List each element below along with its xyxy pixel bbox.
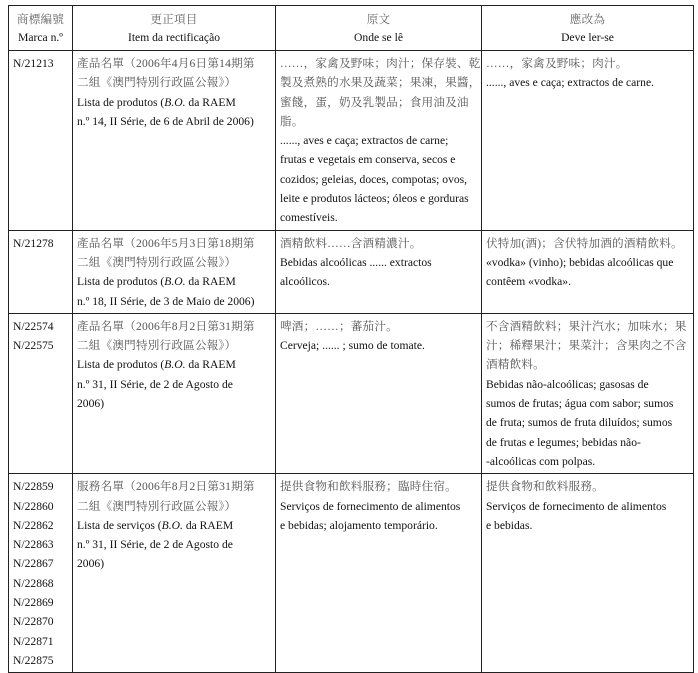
text-line: 酒精飲料……含酒精濃汁。	[280, 236, 422, 250]
text-line: 2006)	[77, 397, 105, 411]
text-line: 二組《澳門特別行政區公報》）	[77, 255, 237, 269]
text-line: de frutas e legumes; bebidas não-	[486, 435, 641, 449]
mark-number: N/22860	[13, 499, 54, 513]
text-line: n.º 18, II Série, de 3 de Maio de 2006)	[77, 294, 255, 308]
corrected-text-cell	[482, 474, 694, 673]
text-line: Lista de produtos (B.O. da RAEM	[77, 358, 236, 372]
header-item	[73, 6, 276, 51]
header-zh: 原文	[366, 13, 391, 26]
header-pt: Marca n.º	[18, 31, 63, 44]
text-line: Lista de produtos (B.O. da RAEM	[77, 95, 236, 109]
text-line: ......, aves e caça; extractos de carne.	[486, 76, 655, 90]
item-cell	[73, 474, 276, 673]
header-zh: 商標編號	[16, 13, 65, 26]
text-line: Serviços de fornecimento de alimentos	[486, 499, 667, 513]
text-line: ……，家禽及野味；肉汁；保存裝、乾	[280, 57, 481, 70]
table-row	[9, 230, 694, 313]
corrected-text-cell	[482, 51, 694, 231]
header-row	[9, 6, 694, 51]
original-text-cell	[276, 230, 482, 313]
corrected-text-cell	[482, 230, 694, 313]
text-line: ......, aves e caça; extractos de carne;	[280, 134, 449, 148]
text-line: contêem «vodka».	[486, 275, 571, 289]
text-line: n.º 14, II Série, de 6 de Abril de 2006)	[77, 114, 254, 128]
mark-number: N/22869	[13, 596, 54, 610]
text-line: 2006)	[77, 557, 105, 571]
text-line: 二組《澳門特別行政區公報》）	[77, 499, 237, 513]
header-mark-number	[9, 6, 73, 51]
text-line: 汁；稀釋果汁；果菜汁；含果肉之不含	[486, 339, 687, 353]
text-line: 不含酒精飲料；果汁汽水；加味水；果	[486, 319, 687, 333]
text-line: frutas e vegetais em conserva, secos e	[280, 153, 456, 167]
text-line: 提供食物和飲料服務。	[486, 480, 604, 494]
header-pt: Onde se lê	[354, 31, 403, 44]
text-line: 製及煮熟的水果及蔬菜；果凍，果醬，	[280, 76, 481, 90]
text-line: 脂。	[280, 114, 304, 128]
header-corrected	[482, 6, 694, 51]
text-line: 產品名單（2006年8月2日第31期第	[77, 319, 255, 333]
rectification-table	[8, 5, 694, 673]
item-cell	[73, 230, 276, 313]
mark-number-cell	[9, 51, 73, 231]
text-line: 伏特加(酒)；含伏特加酒的酒精飲料。	[486, 236, 683, 250]
text-line: 啤酒；……；蕃茄汁。	[280, 319, 398, 333]
text-line: n.º 31, II Série, de 2 de Agosto de	[77, 377, 233, 391]
mark-number-cell	[9, 230, 73, 313]
text-line: -alcoólicas com polpas.	[486, 454, 596, 468]
mark-number: N/22863	[13, 538, 54, 552]
text-line: Serviços de fornecimento de alimentos	[280, 499, 461, 513]
mark-number: N/22867	[13, 557, 54, 571]
text-line: n.º 31, II Série, de 2 de Agosto de	[77, 538, 233, 552]
text-line: 二組《澳門特別行政區公報》）	[77, 339, 237, 353]
text-line: 產品名單（2006年4月6日第14期第	[77, 57, 255, 70]
corrected-text-cell	[482, 313, 694, 473]
mark-number: N/22868	[13, 576, 54, 590]
text-line: cozidos; geleias, doces, compotas; ovos,	[280, 172, 468, 186]
header-original	[276, 6, 482, 51]
mark-number: N/22575	[13, 339, 54, 353]
header-pt: Item da rectificação	[127, 31, 221, 44]
text-line: alcoólicos.	[280, 275, 330, 289]
text-line: 蜜餞，蛋，奶及乳製品；食用油及油	[280, 95, 469, 109]
mark-number: N/21278	[13, 236, 54, 250]
mark-number: N/22875	[13, 653, 54, 667]
text-line: «vodka» (vinho); bebidas alcoólicas que	[486, 255, 674, 269]
table-row	[9, 313, 694, 473]
table-row	[9, 474, 694, 673]
header-pt: Deve ler-se	[561, 31, 614, 44]
text-line: 酒精飲料。	[486, 358, 545, 372]
table-row	[9, 51, 694, 231]
text-line: e bebidas.	[486, 518, 533, 532]
text-line: 二組《澳門特別行政區公報》）	[77, 76, 237, 90]
text-line: Lista de serviços (B.O. da RAEM	[77, 518, 234, 532]
text-line: 服務名單（2006年8月2日第31期第	[77, 480, 255, 494]
text-line: ……，家禽及野味；肉汁。	[486, 57, 628, 70]
item-cell	[73, 313, 276, 473]
item-cell	[73, 51, 276, 231]
text-line: leite e produtos lácteos; óleos e gorduras	[280, 192, 469, 206]
mark-number: N/22871	[13, 634, 54, 648]
text-line: comestíveis.	[280, 211, 338, 225]
mark-number-cell	[9, 313, 73, 473]
mark-number: N/21213	[13, 57, 54, 70]
text-line: 提供食物和飲料服務；臨時住宿。	[280, 480, 457, 494]
text-line: Lista de produtos (B.O. da RAEM	[77, 275, 236, 289]
original-text-cell	[276, 474, 482, 673]
original-text-cell	[276, 313, 482, 473]
text-line: Bebidas alcoólicas ...... extractos	[280, 255, 432, 269]
original-text-cell	[276, 51, 482, 231]
text-line: Cerveja; ...... ; sumo de tomate.	[280, 339, 425, 353]
mark-number: N/22870	[13, 615, 54, 629]
text-line: sumos de frutas; água com sabor; sumos	[486, 397, 674, 411]
text-line: 產品名單（2006年5月3日第18期第	[77, 236, 255, 250]
header-zh: 應改為	[569, 13, 606, 26]
text-line: e bebidas; alojamento temporário.	[280, 518, 438, 532]
text-line: Bebidas não-alcoólicas; gasosas de	[486, 377, 649, 391]
header-zh: 更正項目	[150, 13, 198, 26]
mark-number: N/22859	[13, 480, 54, 494]
text-line: de fruta; sumos de fruta diluídos; sumos	[486, 416, 673, 430]
mark-number: N/22862	[13, 518, 54, 532]
mark-number: N/22574	[13, 319, 54, 333]
mark-number-cell	[9, 474, 73, 673]
